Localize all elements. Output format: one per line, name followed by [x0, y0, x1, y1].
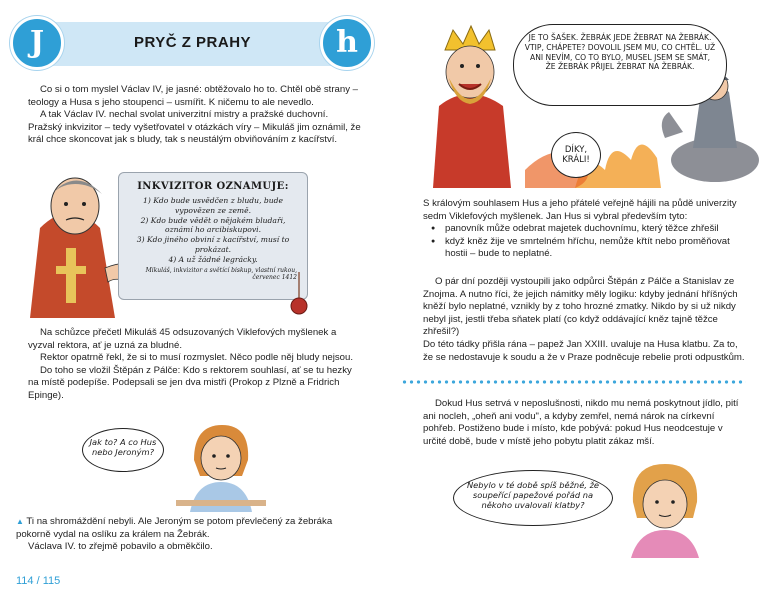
beggar-speech-bubble [551, 132, 601, 178]
chapter-title: PRYČ Z PRAHY [133, 34, 252, 51]
middle-paragraph-3: Do toho se vložil Štěpán z Pálče: Kdo s rektorem souhlasí, ať se tu hezky na místě podepíše. Podepsali se jen dva mistři (Prokop z Plzně a Fridrich Epinge). [28, 364, 352, 401]
scroll-line-3: 3) Kdo jiného obviní z kacířství, musí to prokázat. [136, 235, 290, 254]
king-speech-bubble [513, 24, 727, 106]
right-paragraph-2b: Do této tádky přišla rána – papež Jan XXIII. uvaluje na Husa klatbu. Za to, že se nedostavuje k soudu a že v Praze podněcuje rebelie proti odpustkům. [423, 338, 745, 363]
king-speech-text: JE TO ŠAŠEK. ŽEBRÁK JEDE ŽEBRAT NA ŽEBRÁK. VTIP, CHÁPETE? DOVOLIL JSEM MU, CO CHTĚL. UŽ ANI NEVÍM, CO TO BYLO, MUSEL JSEM SE SMÁT, ŽE ŽEBRÁK PŘIJEL ŽEBRAT NA ŽEBRÁK. [524, 33, 716, 72]
bottom-paragraph-1 [16, 516, 362, 541]
initial-badge-right: h [320, 16, 374, 70]
scroll-title: INKVIZITOR OZNAMUJE: [137, 181, 289, 192]
girl-speech-bubble [453, 470, 613, 526]
right-paragraph-2a: O pár dní později vystoupili jako odpůrci Štěpán z Pálče a Stanislav ze Znojma. A nutno říci, že jejich námitky měly logiku: kdyby jednání hříšných kněží bylo neplatné, vznikly by z toho hrozné zmatky. Nikdo by si už nikdy nebyl jist, jestli třeba sňatek platí (co když oddávající kněz tajně těžce zhřešil?) [423, 276, 738, 338]
right-para-3 [423, 398, 745, 448]
middle-text [28, 327, 362, 403]
triangle-marker-icon: ▲ [16, 517, 24, 526]
speech-bubble-left-text: Jak to? A co Hus nebo Jeroným? [89, 437, 157, 457]
middle-paragraph-2: Rektor opatrně řekl, že si to musí rozmyslet. Něco podle něj bludy nejsou. [40, 352, 354, 364]
scroll-line-4: 4) A už žádné legrácky. [168, 254, 258, 264]
middle-paragraph-1: Na schůzce přečetl Mikuláš 45 odsuzovaných Viklefových myšlenek a vyzval rektora, ať je uzná za bludné. [28, 327, 337, 351]
beggar-speech-text: DÍKY, KRÁLI! [562, 145, 590, 165]
intro-paragraph-2: A tak Václav IV. nechal svolat univerzitní mistry a pražské duchovní. Pražský inkvizitor – tedy vyšetřovatel v otázkách víry – Mikuláš jim oznámil, že král chce skoncovat jak s bludy, tak s neustálým obviňováním z kacířství. [28, 109, 361, 146]
page-numbers: 114 / 115 [16, 575, 61, 587]
initial-badge-left: J [10, 16, 64, 70]
intro-text [28, 84, 362, 147]
girl-portrait-illustration [617, 458, 713, 558]
scroll-signature: Mikuláš, inkvizitor a světící biskup, vlastní rukou, červenec 1412 [145, 266, 297, 281]
bottom-paragraph-1-text: Ti na shromáždění nebyli. Ale Jeroným se potom převlečený za žebráka pokorně vydal na oslíku za králem na Žebrák. [16, 516, 333, 540]
intro-paragraph-1: Co si o tom myslel Václav IV, je jasné: obtěžovalo ho to. Chtěl obě strany – teology a Husa s jeho stoupenci – usmířit. K ničemu to ale nevedlo. [28, 84, 359, 108]
girl-at-desk-illustration [176, 420, 266, 512]
scroll-line-2: 2) Kdo bude vědět o nějakém bludaři, oznámí ho arcibiskupovi. [140, 215, 286, 235]
girl-speech-text: Nebylo v té době spíš běžné, že soupeřící papežové pořád na někoho uvalovali klatby? [466, 480, 600, 510]
bottom-paragraph-2: Václava IV. to zřejmě pobavilo a obměkčilo. [28, 541, 213, 553]
wax-seal-icon [288, 272, 310, 316]
bottom-text [16, 516, 362, 554]
inquisitor-scroll [118, 172, 308, 300]
right-paragraph-3: Dokud Hus setrvá v neposlušnosti, nikdo mu nemá poskytnout jídlo, pití ani nocleh, „oheň ani vodu", a kdyby zemřel, nemá nárok na církevní pohřeb. Postiženo bude i místo, kde pobývá: pokud Hus neodcestuje v určité době, bude v místě jeho pobytu platit zákaz mší. [423, 398, 739, 447]
thesis-list [423, 223, 745, 261]
right-page [385, 0, 770, 600]
section-divider [401, 380, 746, 384]
thesis-item-2: ● když kněz žije ve smrtelném hříchu, nemůže křtít nebo proměňovat hostii – bude to neplatné. [423, 236, 745, 261]
scroll-line-1: 1) Kdo bude usvědčen z bludu, bude vypovězen ze země. [142, 196, 283, 215]
right-para-1 [423, 198, 745, 261]
right-paragraph-1: S královým souhlasem Hus a jeho přátelé veřejně hájili na půdě univerzity sedm Viklefových myšlenek. Jan Hus si vybral především tyto: [423, 198, 737, 222]
thesis-item-1: ● panovník může odebrat majetek duchovnímu, který těžce zhřešil [423, 223, 745, 236]
right-para-2 [423, 276, 745, 364]
speech-bubble-left [82, 428, 164, 472]
